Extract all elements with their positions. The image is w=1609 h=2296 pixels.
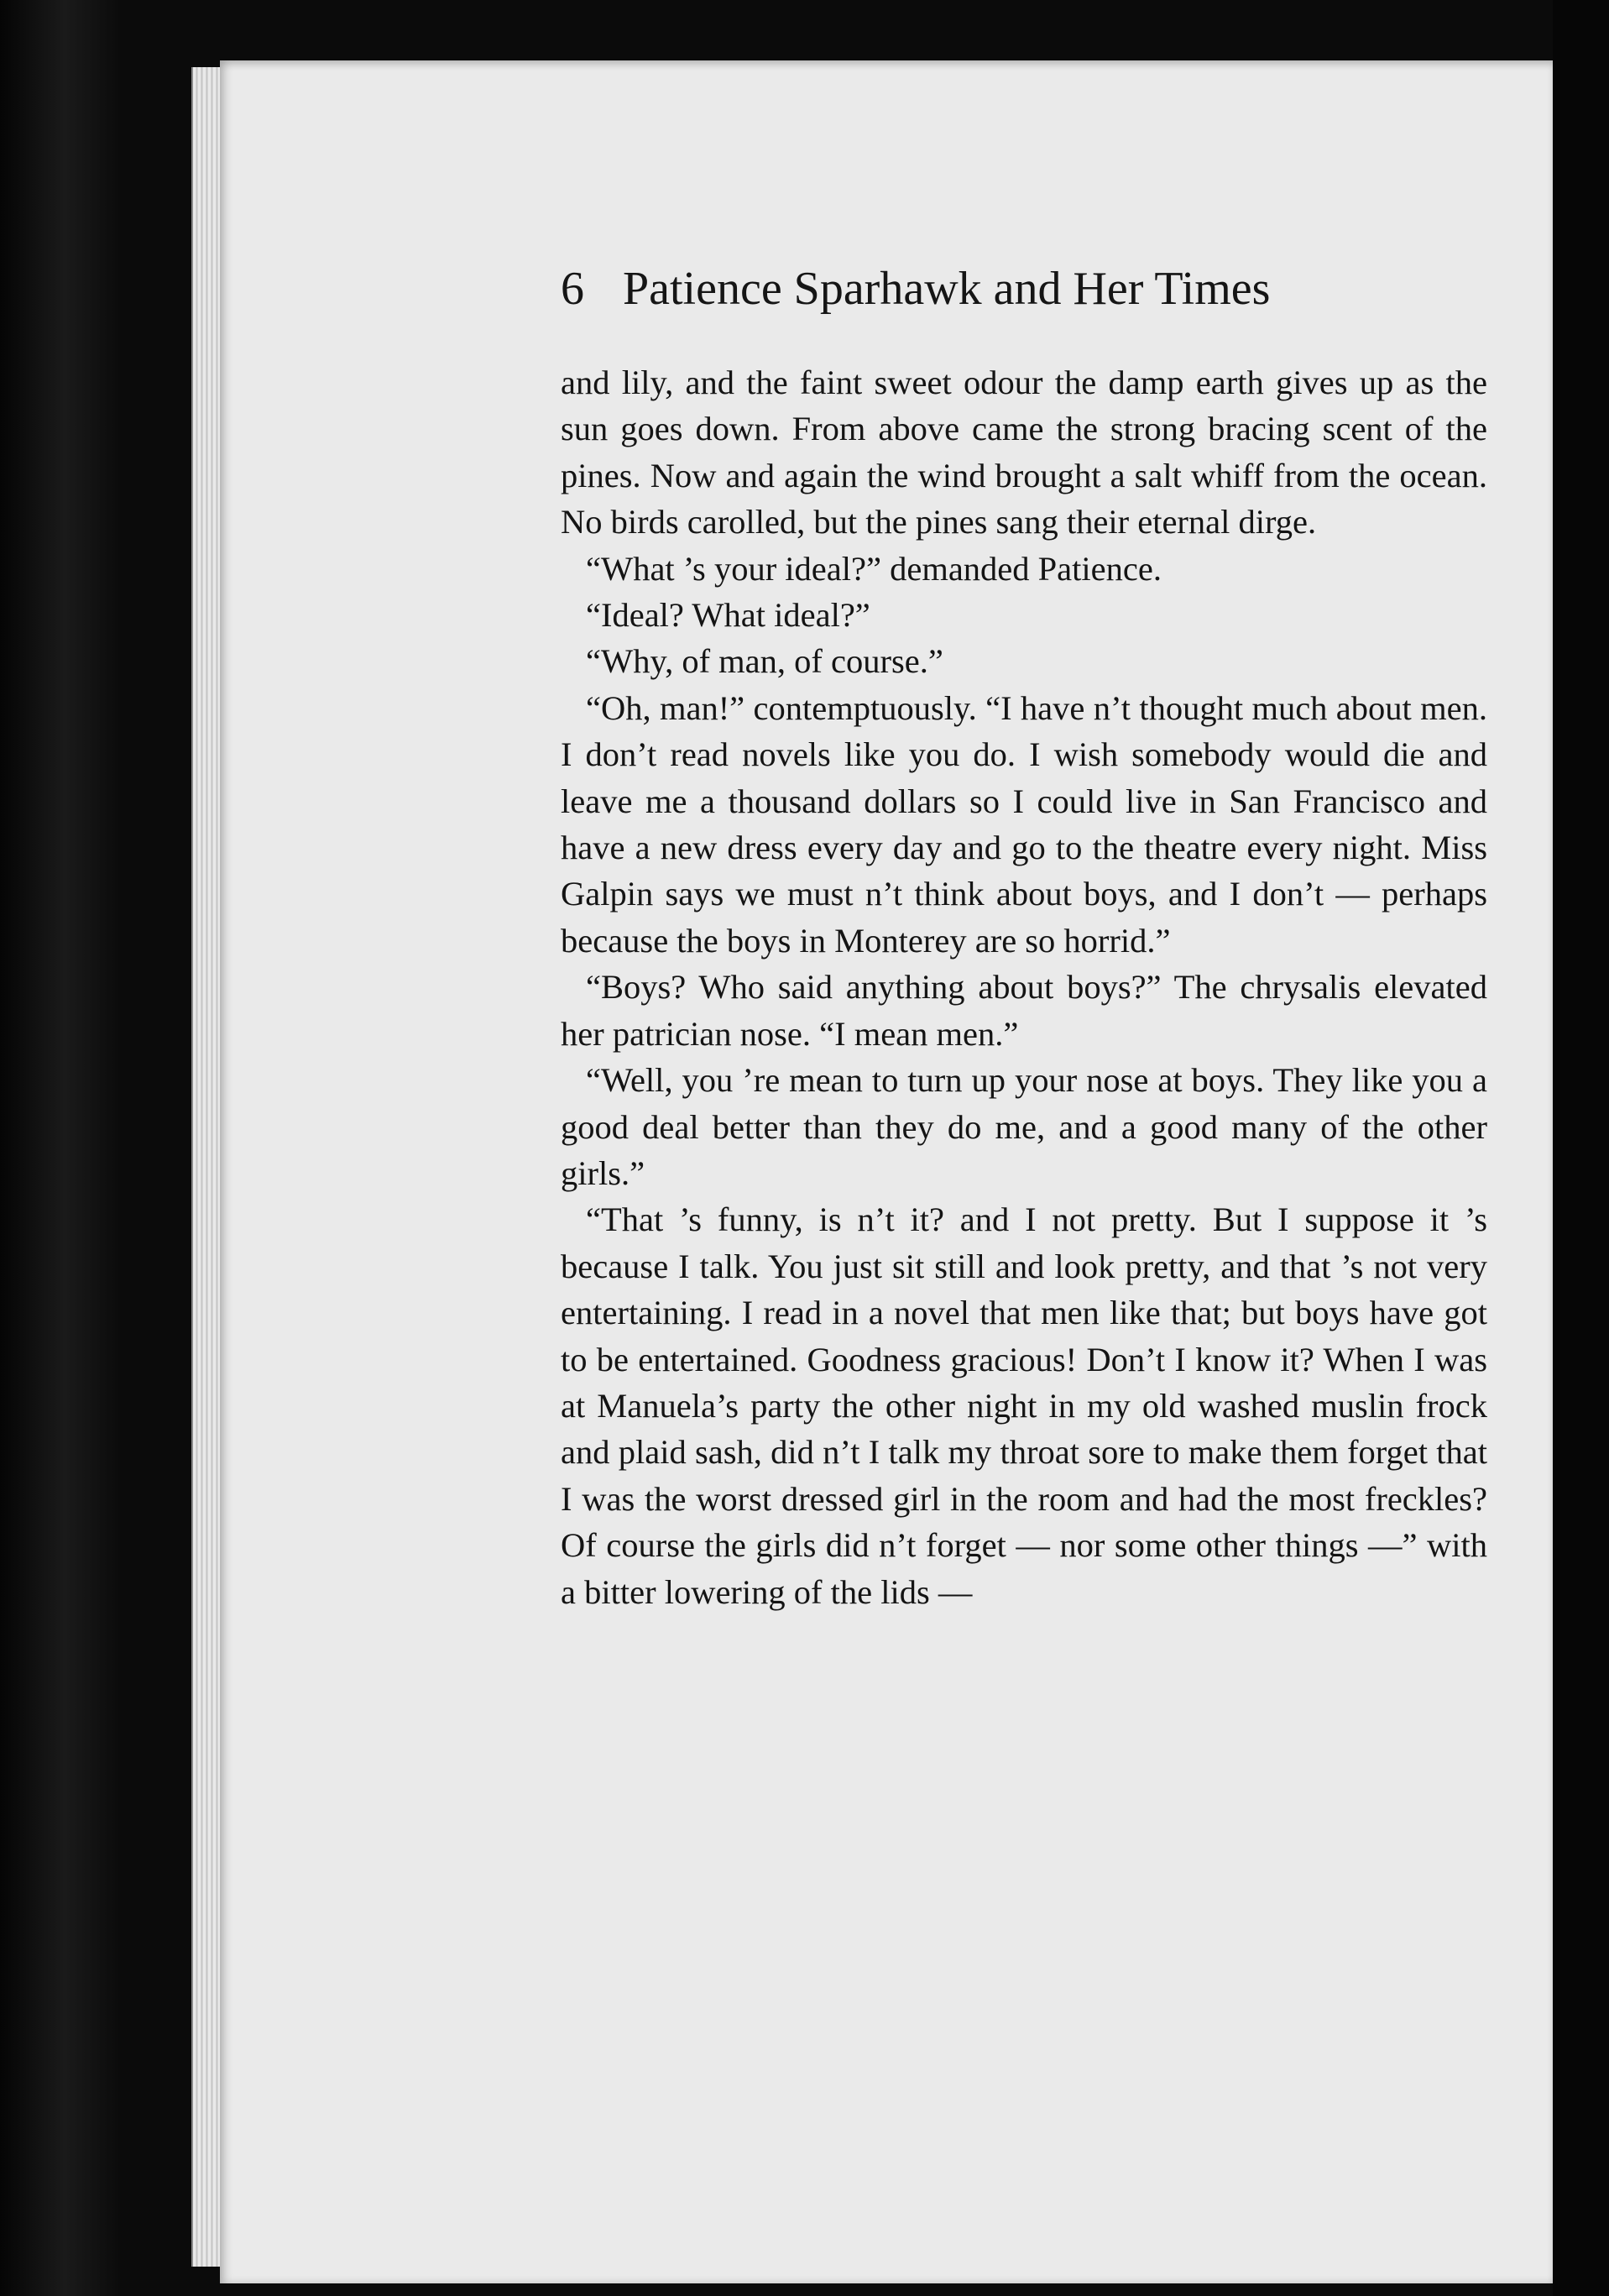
- page-number: 6: [561, 263, 584, 315]
- paragraph: “Boys? Who said anything about boys?” The chrysalis elevated her patrician nose. “I mean men.”: [561, 968, 1487, 1053]
- paragraph: “Ideal? What ideal?”: [586, 596, 870, 635]
- scan-right-border: [1553, 0, 1609, 2296]
- paragraph: “Why, of man, of course.”: [586, 642, 943, 681]
- paragraph: “What ’s your ideal?” demanded Patience.: [586, 549, 1162, 588]
- paragraph: “Well, you ’re mean to turn up your nose at boys. They like you a good deal better than they do me, and a good many of the other girls.”: [561, 1061, 1487, 1192]
- paragraph: and lily, and the faint sweet odour the damp earth gives up as the sun goes down. From above came the strong bracing scent of the pines. Now and again the wind brought a salt whiff from the ocean. No birds carolled, but the pines sang their eternal dirge.: [561, 363, 1487, 541]
- body-text: [561, 359, 1487, 1615]
- paragraph: “Oh, man!” contemptuously. “I have n’t thought much about men. I don’t read novels like you do. I wish somebody would die and leave me a thousand dollars so I could live in San Francisco and have a new dress every day and go to the theatre every night. Miss Galpin says we must n’t think about boys, and I don’t — perhaps because the boys in Monterey are so horrid.”: [561, 688, 1487, 960]
- scan-left-border: [0, 0, 118, 2296]
- page-stack-edges: [191, 67, 223, 2267]
- paragraph: “That ’s funny, is n’t it? and I not pretty. But I suppose it ’s because I talk. You just sit still and look pretty, and that ’s not very entertaining. I read in a novel that men like that; but boys have got to be entertained. Goodness gracious! Don’t I know it? When I was at Manuela’s party the other night in my old washed muslin frock and plaid sash, did n’t I talk my throat sore to make them forget that I was the worst dressed girl in the room and had the most freckles? Of course the girls did n’t forget — nor some other things —” with a bitter lowering of the lids —: [561, 1200, 1487, 1611]
- running-title: Patience Sparhawk and Her Times: [623, 263, 1271, 315]
- running-header: [561, 262, 1484, 316]
